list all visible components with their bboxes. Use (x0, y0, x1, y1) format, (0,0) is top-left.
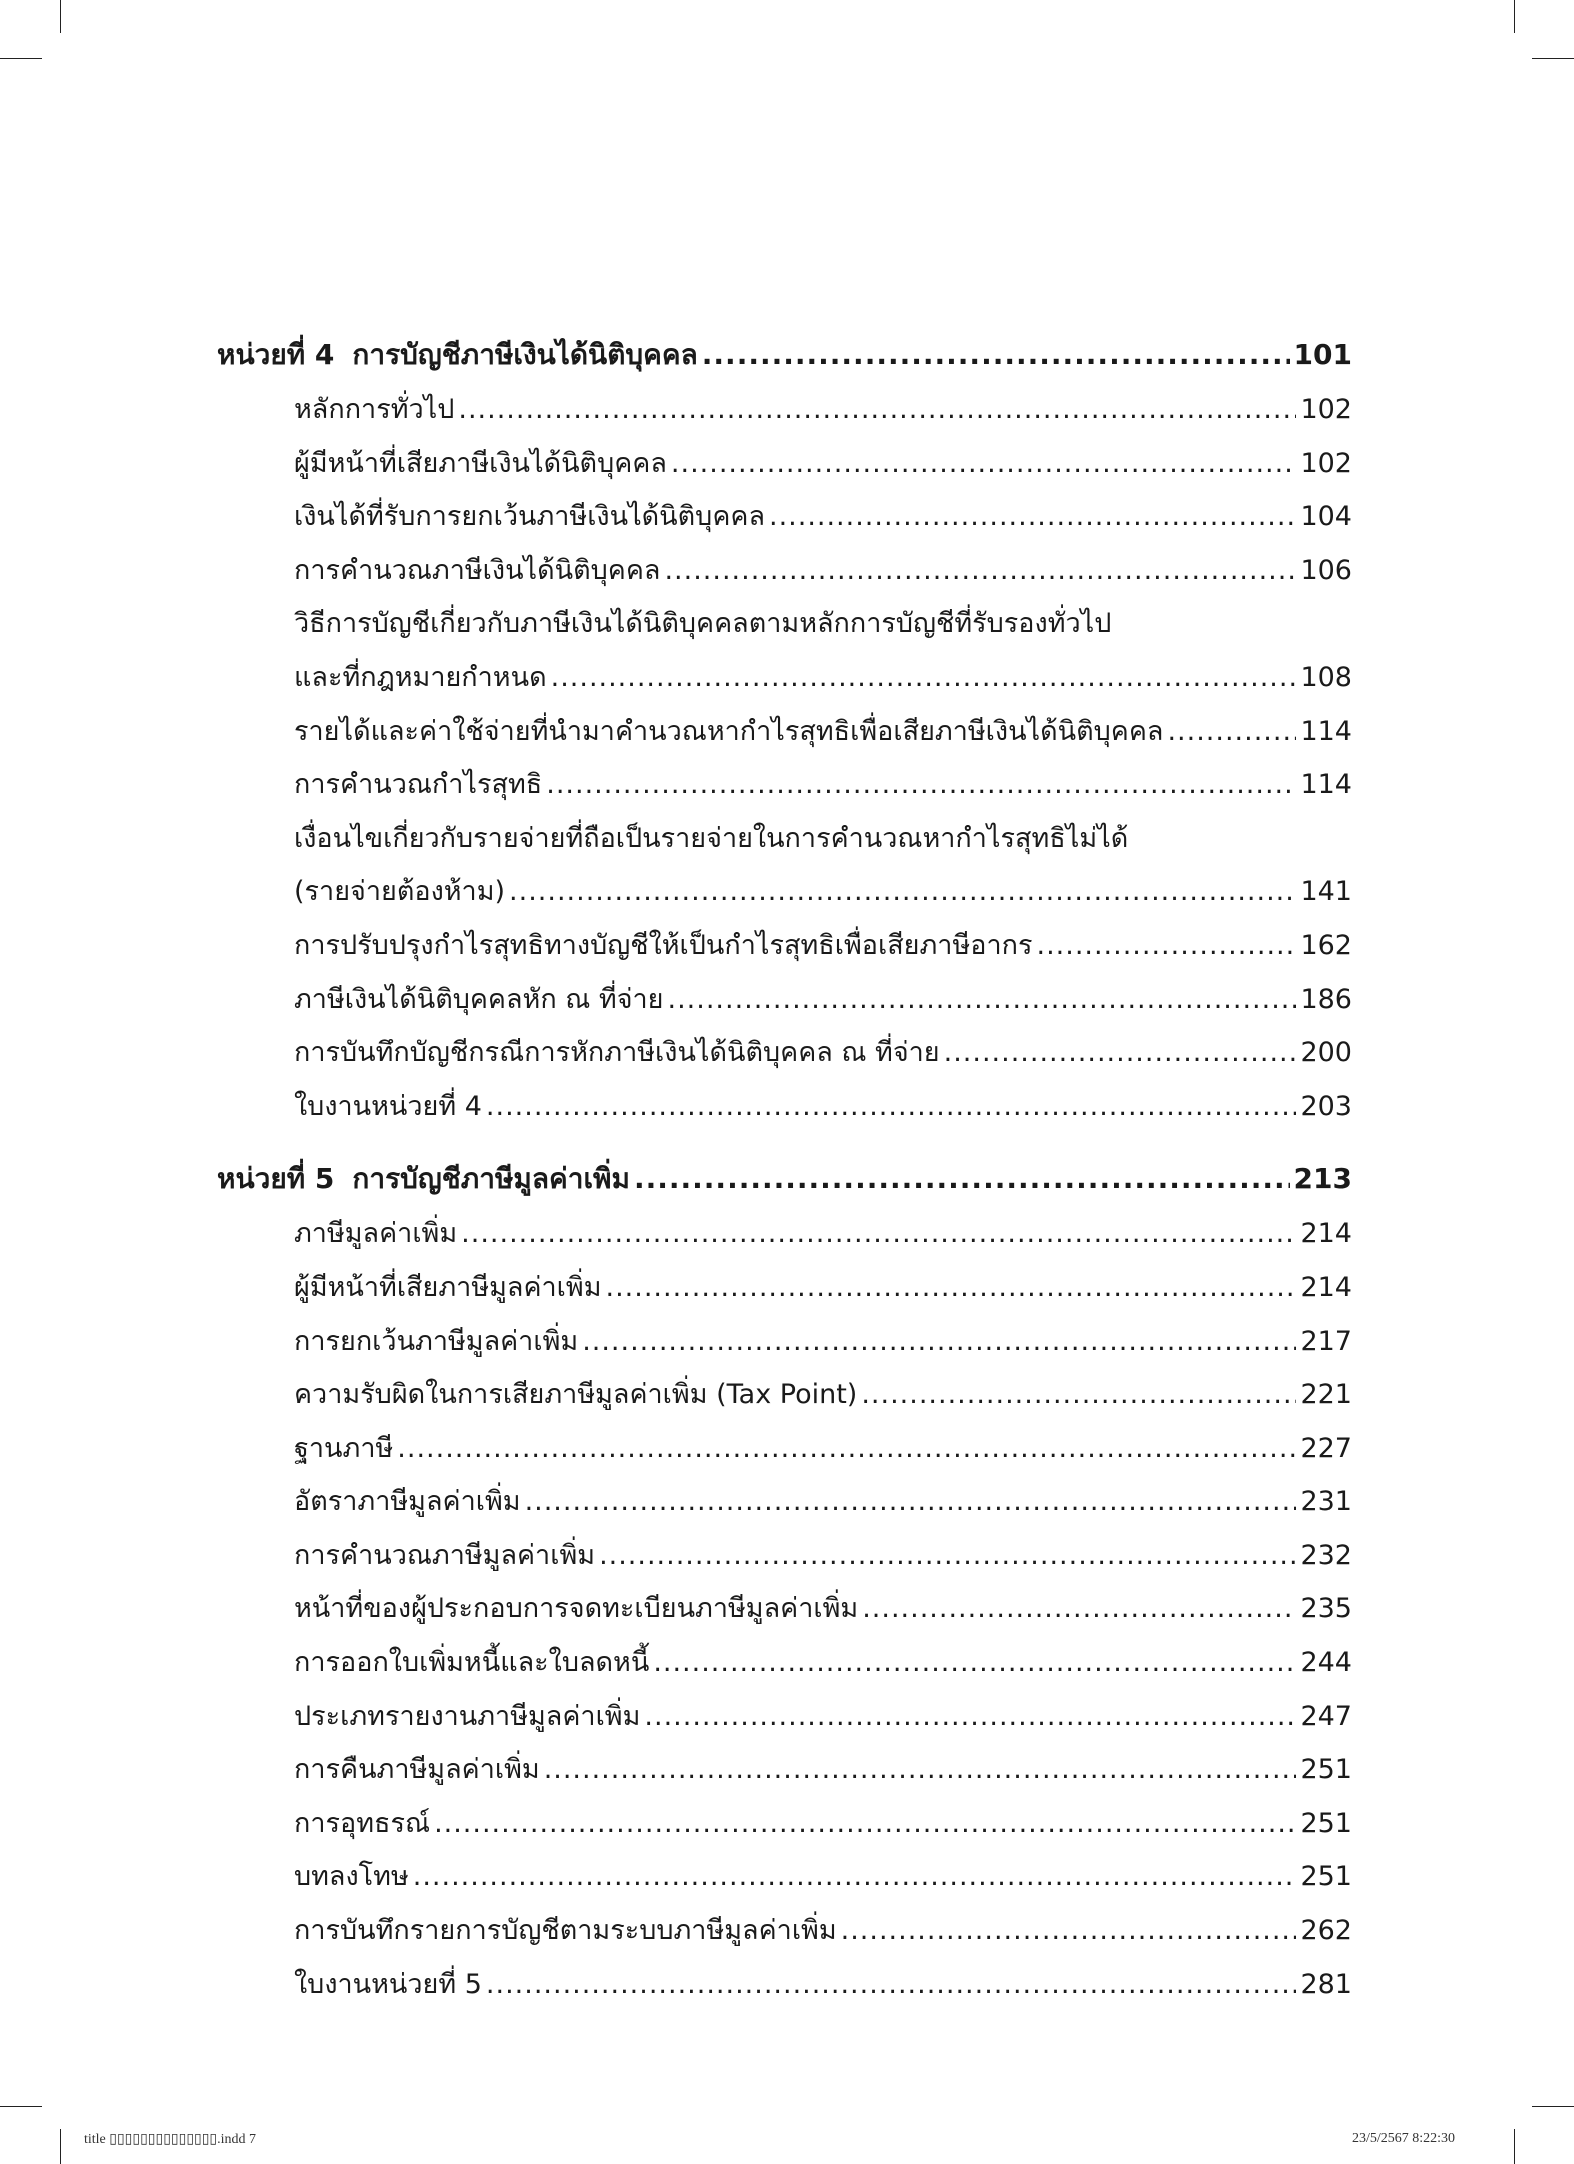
entry-title: ฐานภาษี (294, 1432, 394, 1464)
table-of-contents (217, 327, 1352, 2011)
page-number: 251 (1300, 1754, 1352, 1786)
page-number: 244 (1300, 1647, 1352, 1679)
page-number: 214 (1300, 1218, 1352, 1250)
leader-dots (671, 437, 1297, 491)
leader-dots (413, 1850, 1297, 1904)
entry-title: ผู้มีหน้าที่เสียภาษีเงินได้นิติบุคคล (294, 447, 667, 479)
entry-title: ประเภทรายงานภาษีมูลค่าเพิ่ม (294, 1700, 641, 1732)
page-number: 217 (1300, 1325, 1352, 1357)
toc-entry[interactable] (217, 1636, 1352, 1690)
entry-title: วิธีการบัญชีเกี่ยวกับภาษีเงินได้นิติบุคคลตามหลักการบัญชีที่รับรองทั่วไป (294, 608, 1112, 640)
entry-title: การคำนวณกำไรสุทธิ (294, 769, 543, 801)
unit-section (217, 1151, 1352, 2011)
toc-entry[interactable] (217, 1690, 1352, 1744)
page-number: 102 (1300, 394, 1352, 425)
leader-dots (546, 758, 1296, 812)
page-number: 141 (1300, 876, 1352, 908)
toc-entry[interactable] (217, 1080, 1352, 1134)
page-number: 213 (1293, 1162, 1352, 1196)
toc-entry-continuation[interactable] (217, 865, 1352, 919)
entry-title-continued: (รายจ่ายต้องห้าม) (294, 876, 506, 908)
toc-entry[interactable] (217, 383, 1352, 437)
leader-dots (944, 1026, 1297, 1080)
toc-entry[interactable] (217, 437, 1352, 491)
unit-label: หน่วยที่ 4 (217, 338, 335, 371)
toc-entry[interactable] (217, 1797, 1352, 1851)
toc-entry[interactable] (217, 1368, 1352, 1422)
page-number: 102 (1300, 447, 1352, 479)
crop-mark (60, 0, 61, 33)
entry-title: รายได้และค่าใช้จ่ายที่นำมาคำนวณหากำไรสุทธิเพื่อเสียภาษีเงินได้นิติบุคคล (294, 715, 1164, 747)
toc-entry[interactable] (217, 1582, 1352, 1636)
entry-title: การอุทธรณ์ (294, 1807, 431, 1839)
toc-entry[interactable] (217, 597, 1352, 651)
crop-mark (1532, 2106, 1574, 2107)
entry-title: การออกใบเพิ่มหนี้และใบลดหนี้ (294, 1647, 650, 1679)
leader-dots (509, 865, 1296, 919)
toc-entry[interactable] (217, 1422, 1352, 1476)
page-number: 251 (1300, 1807, 1352, 1839)
entry-title: ความรับผิดในการเสียภาษีมูลค่าเพิ่ม (Tax Point) (294, 1379, 858, 1411)
entry-title: การยกเว้นภาษีมูลค่าเพิ่ม (294, 1325, 579, 1357)
unit-title: การบัญชีภาษีมูลค่าเพิ่ม (352, 1162, 630, 1196)
leader-dots (551, 651, 1297, 705)
leader-dots (1167, 705, 1296, 759)
unit-heading[interactable] (217, 327, 1352, 383)
leader-dots (664, 544, 1296, 598)
entry-title: การบันทึกบัญชีกรณีการหักภาษีเงินได้นิติบุคคล ณ ที่จ่าย (294, 1037, 940, 1069)
page-number: 262 (1300, 1915, 1352, 1947)
crop-mark (60, 2129, 61, 2164)
leader-dots (599, 1529, 1296, 1583)
entry-title: การบันทึกรายการบัญชีตามระบบภาษีมูลค่าเพิ่ม (294, 1915, 837, 1947)
leader-dots (606, 1261, 1297, 1315)
page-number: 104 (1300, 501, 1352, 533)
entry-title: หน้าที่ของผู้ประกอบการจดทะเบียนภาษีมูลค่าเพิ่ม (294, 1593, 859, 1625)
footer-file-name: title ▯▯▯▯▯▯▯▯▯▯▯▯▯▯.indd 7 (84, 2132, 257, 2147)
page-number: 114 (1300, 769, 1352, 801)
unit-heading[interactable] (217, 1151, 1352, 1207)
page-number: 101 (1293, 338, 1352, 371)
leader-dots (486, 1080, 1297, 1134)
entry-title: เงื่อนไขเกี่ยวกับรายจ่ายที่ถือเป็นรายจ่ายในการคำนวณหากำไรสุทธิไม่ได้ (294, 822, 1129, 854)
page-number: 114 (1300, 715, 1352, 747)
leader-dots (461, 1207, 1296, 1261)
toc-entry[interactable] (217, 1958, 1352, 2012)
toc-entry[interactable] (217, 1529, 1352, 1583)
toc-entry[interactable] (217, 1850, 1352, 1904)
entry-title: การคำนวณภาษีมูลค่าเพิ่ม (294, 1539, 596, 1571)
leader-dots (1036, 919, 1296, 973)
toc-entry[interactable] (217, 1904, 1352, 1958)
entry-title: ใบงานหน่วยที่ 4 (294, 1090, 482, 1122)
page-number: 186 (1300, 983, 1352, 1015)
leader-dots (397, 1422, 1296, 1476)
unit-section (217, 327, 1352, 1133)
entry-title-continued: และที่กฎหมายกำหนด (294, 661, 547, 693)
leader-dots (525, 1475, 1297, 1529)
toc-entry[interactable] (217, 973, 1352, 1027)
crop-mark (1514, 0, 1515, 33)
entry-title: ผู้มีหน้าที่เสียภาษีมูลค่าเพิ่ม (294, 1271, 602, 1303)
toc-entry-continuation[interactable] (217, 651, 1352, 705)
footer-timestamp: 23/5/2567 8:22:30 (1352, 2131, 1456, 2146)
entry-title: บทลงโทษ (294, 1861, 409, 1893)
page-number: 232 (1300, 1539, 1352, 1571)
toc-entry[interactable] (217, 1743, 1352, 1797)
toc-entry[interactable] (217, 544, 1352, 598)
page-number: 200 (1300, 1037, 1352, 1069)
toc-entry[interactable] (217, 705, 1352, 759)
page-number: 108 (1300, 661, 1352, 693)
crop-mark (0, 2106, 42, 2107)
leader-dots (544, 1743, 1297, 1797)
toc-entry[interactable] (217, 812, 1352, 866)
page-number: 214 (1300, 1271, 1352, 1303)
toc-entry[interactable] (217, 1026, 1352, 1080)
page-number: 247 (1300, 1700, 1352, 1732)
entry-title: หลักการทั่วไป (294, 394, 455, 425)
entry-title: เงินได้ที่รับการยกเว้นภาษีเงินได้นิติบุคคล (294, 501, 765, 533)
page-number: 281 (1300, 1968, 1352, 2000)
leader-dots (769, 490, 1296, 544)
page-number: 235 (1300, 1593, 1352, 1625)
leader-dots (582, 1315, 1296, 1369)
page-number: 231 (1300, 1486, 1352, 1518)
entry-title: การคำนวณภาษีเงินได้นิติบุคคล (294, 554, 661, 586)
entry-title: ภาษีมูลค่าเพิ่ม (294, 1218, 458, 1250)
toc-entry[interactable] (217, 1261, 1352, 1315)
unit-label: หน่วยที่ 5 (217, 1162, 335, 1196)
entry-title: การคืนภาษีมูลค่าเพิ่ม (294, 1754, 540, 1786)
page-number: 162 (1300, 929, 1352, 961)
toc-entry[interactable] (217, 1315, 1352, 1369)
leader-dots (841, 1904, 1297, 1958)
toc-entry[interactable] (217, 758, 1352, 812)
entry-title: อัตราภาษีมูลค่าเพิ่ม (294, 1486, 521, 1518)
leader-dots (653, 1636, 1296, 1690)
page-number: 106 (1300, 554, 1352, 586)
entry-title: ใบงานหน่วยที่ 5 (294, 1968, 482, 2000)
crop-mark (1532, 58, 1574, 59)
leader-dots (862, 1582, 1296, 1636)
page-number: 221 (1300, 1379, 1352, 1411)
leader-dots (702, 327, 1290, 383)
page-number: 251 (1300, 1861, 1352, 1893)
leader-dots (644, 1690, 1296, 1744)
leader-dots (861, 1368, 1296, 1422)
toc-entry[interactable] (217, 1475, 1352, 1529)
entry-title: การปรับปรุงกำไรสุทธิทางบัญชีให้เป็นกำไรสุทธิเพื่อเสียภาษีอากร (294, 929, 1033, 961)
leader-dots (634, 1151, 1290, 1207)
leader-dots (458, 383, 1296, 437)
leader-dots (434, 1797, 1296, 1851)
toc-entry[interactable] (217, 490, 1352, 544)
unit-title: การบัญชีภาษีเงินได้นิติบุคคล (352, 338, 698, 371)
entry-title: ภาษีเงินได้นิติบุคคลหัก ณ ที่จ่าย (294, 983, 664, 1015)
toc-entry[interactable] (217, 919, 1352, 973)
crop-mark (1514, 2129, 1515, 2164)
leader-dots (668, 973, 1297, 1027)
page-number: 227 (1300, 1432, 1352, 1464)
crop-mark (0, 58, 42, 59)
page-number: 203 (1300, 1090, 1352, 1122)
toc-entry[interactable] (217, 1207, 1352, 1261)
leader-dots (486, 1958, 1297, 2012)
